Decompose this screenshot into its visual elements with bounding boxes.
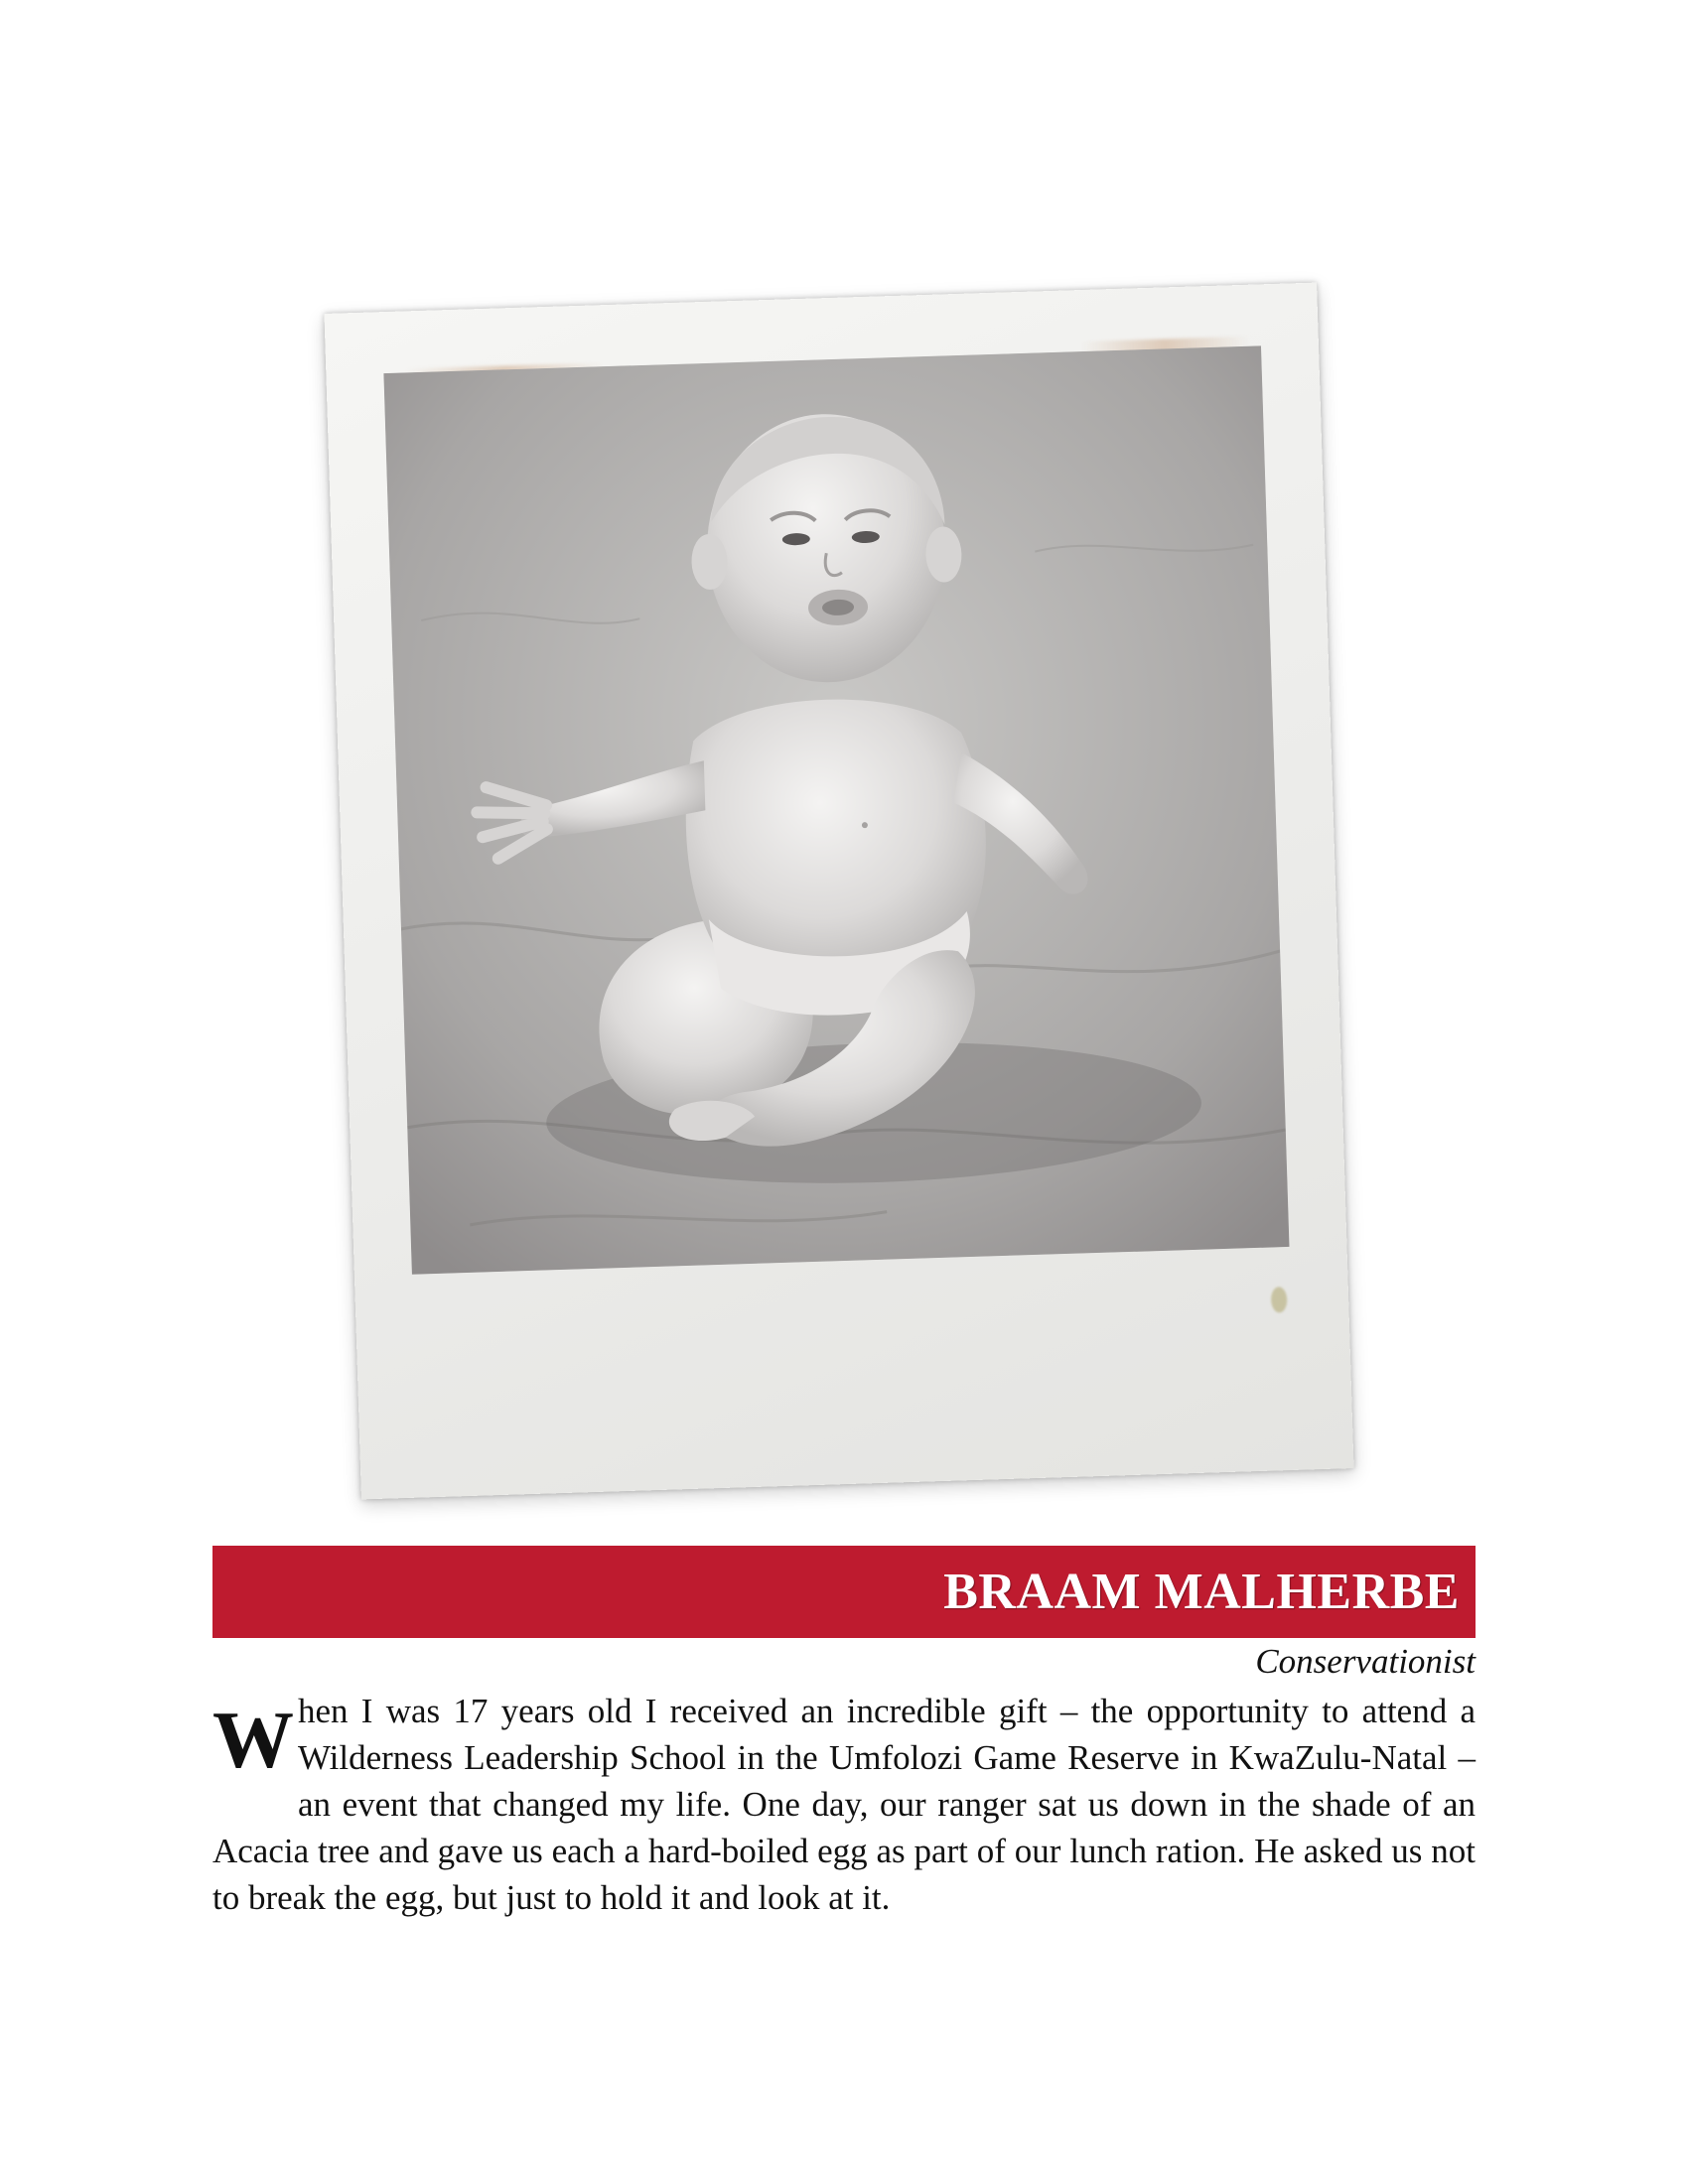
article-text: hen I was 17 years old I received an incredible gift – the opportunity to attend a Wilderness Leadership School in the Umfolozi Game Reserve in KwaZulu-Natal – an event that changed my life. One day, our ranger sat us down in the shade of an Acacia tree and gave us each a hard-boiled egg as part of our lunch ration. He asked us not to break the egg, but just to hold it and look at it.: [212, 1692, 1476, 1917]
polaroid-photo-frame: [324, 283, 1353, 1500]
article-paragraph: [212, 1688, 1476, 1921]
drop-cap: W: [212, 1695, 294, 1785]
person-name: BRAAM MALHERBE: [943, 1564, 1460, 1620]
baby-photo-illustration: [383, 345, 1289, 1274]
photo-stain: [1271, 1287, 1288, 1312]
name-banner: [212, 1546, 1476, 1638]
baby-photo: [383, 345, 1289, 1274]
person-role: Conservationist: [1255, 1642, 1476, 1681]
